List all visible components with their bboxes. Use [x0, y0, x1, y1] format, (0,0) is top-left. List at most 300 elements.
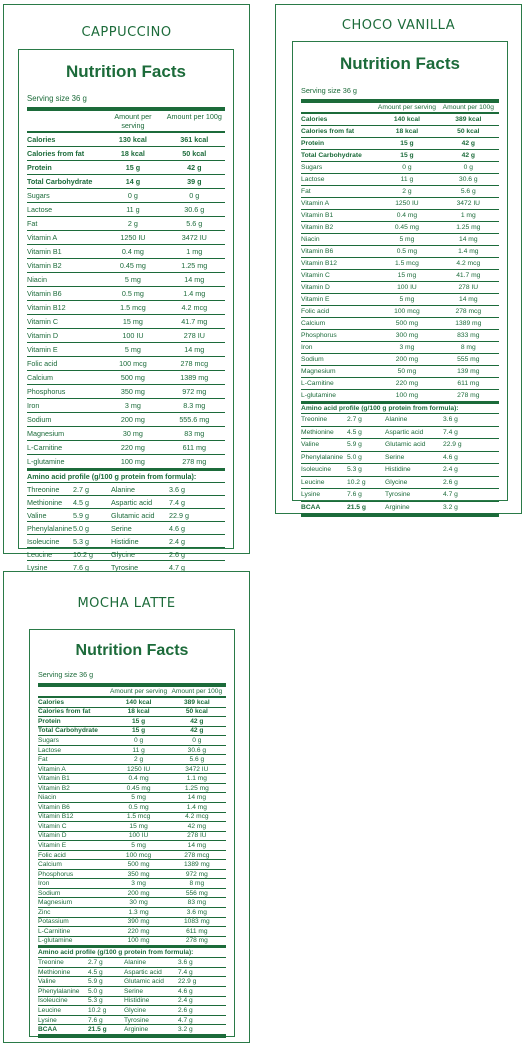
nutrient-row [27, 203, 225, 217]
nutrient-row [301, 210, 499, 222]
amino-acid-value: 21.5 g [88, 1026, 107, 1034]
nutrient-row [301, 162, 499, 174]
nutrient-per-serving: 3 mg [131, 880, 146, 888]
nutrient-label: Vitamin C [27, 317, 59, 326]
amino-acid-row [38, 958, 226, 968]
nutrient-per-100g: 278 mcg [180, 359, 209, 368]
nutrient-label: Protein [27, 163, 52, 172]
header-spacer [27, 112, 102, 130]
nutrient-per-100g: 30.6 g [459, 176, 478, 183]
amino-acid-value: 3.6 g [169, 484, 185, 494]
amino-acid-row [38, 1025, 226, 1035]
amino-acid-row [38, 1006, 226, 1016]
amino-acid-row [38, 977, 226, 987]
amino-acid-title: Amino acid profile (g/100 g protein from formula): [301, 402, 499, 414]
nutrient-per-100g: 42 g [187, 163, 202, 172]
nutrient-per-serving: 220 mg [395, 380, 419, 387]
nutrient-per-100g: 50 kcal [185, 708, 208, 716]
nutrient-row [301, 246, 499, 258]
nutrient-row [301, 354, 499, 366]
nutrient-label: Vitamin D [27, 331, 59, 340]
nutrient-label: Vitamin B2 [38, 784, 70, 792]
nutrient-label: Vitamin B6 [38, 803, 70, 811]
nutrient-per-100g: 611 mg [457, 380, 480, 387]
nutrient-label: Sugars [38, 736, 59, 744]
header-per-100g: Amount per 100g [171, 688, 223, 695]
nutrient-per-serving: 140 kcal [393, 116, 420, 123]
nutrient-label: Calcium [27, 373, 53, 382]
amino-acid-name: Tyrosine [111, 562, 139, 572]
nutrient-row [301, 330, 499, 342]
amino-acid-value: 3.6 g [443, 416, 458, 424]
header-per-100g: Amount per 100g [166, 112, 222, 121]
nutrient-per-100g: 50 kcal [457, 128, 480, 135]
nutrient-per-100g: 1389 mg [184, 861, 210, 869]
nutrient-per-100g: 3472 IU [181, 233, 207, 242]
nutrient-per-100g: 14 mg [184, 345, 205, 354]
nutrient-label: Vitamin B12 [38, 813, 74, 821]
nutrient-per-serving: 2 g [133, 756, 144, 764]
nutrient-per-serving: 100 IU [397, 284, 417, 291]
amino-acid-value: 7.4 g [169, 497, 185, 507]
amino-acid-name: Arginine [124, 1026, 149, 1034]
product-name: CHOCO VANILLA [341, 18, 456, 33]
amino-acid-name: Alanine [385, 416, 408, 424]
amino-acid-name: Lysine [27, 562, 48, 572]
amino-acid-title: Amino acid profile (g/100 g protein from formula): [38, 946, 226, 958]
nutrient-label: Vitamin B2 [27, 261, 62, 270]
amino-acid-value: 2.6 g [169, 549, 185, 559]
nutrient-per-serving: 350 mg [120, 387, 145, 396]
nutrient-row [301, 222, 499, 234]
nutrient-per-serving: 5 mg [124, 275, 141, 284]
nutrient-label: Protein [301, 140, 325, 147]
amino-acid-name: Serine [124, 987, 144, 995]
amino-acid-value: 5.9 g [73, 510, 89, 520]
amino-acid-name: Lysine [301, 491, 321, 499]
amino-acid-row [38, 1016, 226, 1026]
nutrient-label: Vitamin D [38, 832, 67, 840]
nutrient-per-100g: 1083 mg [184, 918, 210, 926]
amino-acid-name: Glutamic acid [111, 510, 155, 520]
amino-acid-value: 5.3 g [88, 997, 103, 1005]
nutrient-per-100g: 1.1 mg [186, 775, 207, 783]
amino-acid-name: Valine [301, 441, 320, 449]
nutrient-label: Iron [27, 401, 40, 410]
amino-acid-value: 5.3 g [347, 466, 362, 474]
amino-acid-value: 5.9 g [88, 978, 103, 986]
nutrient-per-100g: 4.2 mcg [185, 813, 209, 821]
nutrient-per-serving: 15 g [400, 152, 414, 159]
nutrient-label: Potassium [38, 918, 69, 926]
nutrient-per-100g: 5.6 g [189, 756, 205, 764]
nutrient-per-100g: 42 mg [187, 822, 206, 830]
nutrient-row [38, 774, 226, 784]
nutrient-per-serving: 1250 IU [127, 765, 151, 773]
nutrient-per-serving: 11 g [132, 746, 145, 754]
nutrient-label: Sugars [301, 164, 323, 171]
nutrient-label: Fat [27, 219, 38, 228]
amino-acid-name: BCAA [38, 1026, 58, 1034]
nutrient-per-serving: 0 g [127, 191, 138, 200]
nutrient-per-serving: 140 kcal [125, 698, 152, 706]
nutrient-per-serving: 390 mg [127, 918, 150, 926]
amino-acid-value: 2.6 g [443, 478, 458, 486]
nutrient-per-100g: 14 mg [459, 296, 478, 303]
nutrient-row [27, 161, 225, 175]
nutrient-label: Lactose [27, 205, 53, 214]
nutrient-row [38, 879, 226, 889]
nutrient-per-100g: 139 mg [457, 368, 480, 375]
nutrient-per-serving: 11 g [400, 176, 414, 183]
nutrient-row [38, 918, 226, 928]
amino-acid-name: Glycine [111, 549, 135, 559]
nutrient-per-100g: 3472 IU [456, 200, 481, 207]
nutrient-per-100g: 30.6 g [184, 205, 205, 214]
amino-acid-value: 3.6 g [178, 959, 193, 967]
nutrient-per-serving: 0.45 mg [126, 784, 151, 792]
amino-acid-row [301, 477, 499, 490]
amino-acid-row [38, 997, 226, 1007]
nutrient-per-serving: 0.5 mg [121, 289, 144, 298]
nutrient-row [38, 870, 226, 880]
nutrient-label: Vitamin B12 [27, 303, 66, 312]
nutrient-per-serving: 0.4 mg [128, 775, 149, 783]
nutrient-row [27, 371, 225, 385]
amino-acid-name: Valine [27, 510, 47, 520]
amino-acid-value: 22.9 g [443, 441, 462, 449]
amino-acid-value: 2.7 g [88, 959, 103, 967]
nutrient-per-100g: 14 mg [187, 794, 206, 802]
nutrient-per-serving: 15 mg [122, 317, 143, 326]
nutrient-label: L-glutamine [38, 937, 73, 945]
amino-acid-name: Tyrosine [124, 1016, 149, 1024]
amino-acid-row [301, 489, 499, 502]
nutrient-per-100g: 41.7 mg [456, 272, 481, 279]
amino-acid-value: 3.2 g [443, 503, 458, 511]
amino-acid-name: Aspartic acid [124, 968, 162, 976]
nutrient-label: Fat [301, 188, 311, 195]
nutrient-per-100g: 1.25 mg [181, 261, 208, 270]
nutrient-row [27, 147, 225, 161]
amino-acid-name: Tyrosine [385, 491, 411, 499]
amino-acid-value: 4.7 g [443, 491, 458, 499]
nutrient-row [38, 832, 226, 842]
amino-acid-name: Histidine [124, 997, 150, 1005]
amino-acid-name: Leucine [38, 1006, 62, 1014]
nutrient-row [27, 301, 225, 315]
nutrient-row [301, 366, 499, 378]
nutrient-label: Vitamin B6 [27, 289, 62, 298]
amino-acid-name: Lysine [38, 1016, 57, 1024]
amino-acid-name: Isoleucine [38, 997, 68, 1005]
nutrient-row [301, 294, 499, 306]
nutrient-label: Folic acid [38, 851, 66, 859]
product-name: CAPPUCCINO [81, 25, 172, 40]
nutrient-label: Iron [301, 344, 313, 351]
nutrient-per-100g: 278 IU [183, 331, 205, 340]
nutrient-per-100g: 42 g [190, 717, 204, 725]
nutrient-per-serving: 15 g [400, 140, 414, 147]
amino-acid-row [27, 522, 225, 535]
amino-acid-name: Treonine [301, 416, 328, 424]
nutrient-per-serving: 14 g [125, 177, 141, 186]
nutrient-row [38, 784, 226, 794]
nutrient-row [27, 133, 225, 147]
nutrient-label: L-Carnitine [27, 443, 63, 452]
nutrient-per-100g: 5.6 g [460, 188, 476, 195]
amino-acid-name: Threonine [27, 484, 60, 494]
nutrient-per-serving: 0.45 mg [394, 224, 419, 231]
nutrient-per-serving: 0 g [402, 164, 412, 171]
nutrient-per-100g: 1389 mg [180, 373, 209, 382]
nutrient-label: Total Carbohydrate [38, 727, 98, 735]
nutrient-per-100g: 4.2 mcg [181, 303, 208, 312]
nutrient-row [38, 793, 226, 803]
product-card [3, 571, 250, 1043]
nutrient-per-100g: 278 mg [457, 392, 480, 399]
nutrient-row [27, 189, 225, 203]
nutrient-row [301, 378, 499, 390]
nutrient-row [301, 318, 499, 330]
serving-size: Serving size 36 g [38, 670, 94, 679]
amino-acid-value: 5.0 g [88, 987, 103, 995]
nutrient-per-serving: 5 mg [124, 345, 141, 354]
amino-acid-value: 2.6 g [178, 1006, 193, 1014]
nutrient-row [301, 258, 499, 270]
amino-acid-value: 2.4 g [178, 997, 193, 1005]
nutrient-label: Sodium [38, 889, 61, 897]
nutrition-facts-panel [292, 41, 508, 511]
amino-acid-value: 2.4 g [443, 466, 458, 474]
nutrient-row [27, 287, 225, 301]
amino-acid-row [27, 548, 225, 561]
nutrient-label: Vitamin A [301, 200, 330, 207]
nutrient-label: Protein [38, 717, 61, 725]
amino-acid-row [38, 968, 226, 978]
nutrient-per-serving: 300 mg [395, 332, 419, 339]
product-card [275, 4, 522, 514]
nutrient-row [301, 342, 499, 354]
nutrient-per-100g: 833 mg [457, 332, 480, 339]
nutrient-per-serving: 100 mcg [119, 359, 147, 368]
amino-acid-title: Amino acid profile (g/100 g protein from formula): [27, 469, 225, 483]
amino-acid-value: 4.7 g [169, 562, 185, 572]
nutrient-row [27, 441, 225, 455]
nutrient-per-100g: 3.6 mg [186, 908, 207, 916]
nutrient-per-100g: 83 mg [187, 899, 206, 907]
amino-acid-name: Phenylalanine [27, 523, 73, 533]
nutrient-label: Folic acid [301, 308, 330, 315]
nutrient-label: Sodium [27, 415, 52, 424]
nutrient-label: Vitamin E [38, 841, 67, 849]
nutrient-row [38, 755, 226, 765]
amino-acid-value: 5.0 g [347, 453, 362, 461]
amino-acid-name: Glutamic acid [385, 441, 426, 449]
nutrient-label: Calories from fat [38, 708, 91, 716]
nutrient-per-100g: 972 mg [182, 387, 207, 396]
nutrient-row [27, 385, 225, 399]
nutrient-per-serving: 220 mg [127, 927, 150, 935]
bottom-rule [38, 1035, 226, 1038]
nutrient-row [301, 174, 499, 186]
nutrient-row [27, 231, 225, 245]
nutrient-per-100g: 5.6 g [186, 219, 203, 228]
nutrient-per-serving: 15 mg [129, 822, 148, 830]
amino-acid-row [301, 464, 499, 477]
amino-acid-name: Histidine [385, 466, 411, 474]
amino-acid-value: 5.0 g [73, 523, 89, 533]
nutrient-per-serving: 100 mcg [394, 308, 420, 315]
nutrient-row [27, 273, 225, 287]
nutrient-label: Total Carbohydrate [301, 152, 362, 159]
nutrient-label: Niacin [301, 236, 320, 243]
nutrient-label: Vitamin A [27, 233, 58, 242]
nutrient-per-serving: 30 mg [129, 899, 148, 907]
amino-acid-row [301, 502, 499, 515]
nutrient-per-serving: 100 IU [122, 331, 144, 340]
nutrient-row [27, 245, 225, 259]
nutrient-per-100g: 555.6 mg [179, 415, 210, 424]
nutrient-per-serving: 100 mg [120, 457, 145, 466]
nutrient-label: Vitamin B2 [301, 224, 334, 231]
nutrient-per-100g: 361 kcal [180, 135, 209, 144]
nutrient-per-serving: 100 mg [395, 392, 419, 399]
amino-acid-name: Methionine [301, 428, 334, 436]
amino-acid-name: Aspartic acid [385, 428, 424, 436]
nutrient-row [38, 717, 226, 727]
product-name: MOCHA LATTE [77, 596, 176, 611]
nutrient-per-serving: 30 mg [122, 429, 143, 438]
nutrient-per-serving: 18 kcal [120, 149, 145, 158]
nutrient-label: Phosphorus [38, 870, 74, 878]
nutrient-label: Vitamin A [38, 765, 66, 773]
nutrient-row [27, 455, 225, 469]
nutrient-per-serving: 500 mg [120, 373, 145, 382]
nutrient-per-serving: 130 kcal [118, 135, 147, 144]
amino-acid-row [301, 452, 499, 465]
nutrient-label: Vitamin B1 [27, 247, 62, 256]
nutrition-facts-panel [29, 629, 235, 1037]
nutrient-per-serving: 2 g [127, 219, 138, 228]
nutrient-row [301, 270, 499, 282]
amino-acid-name: Methionine [27, 497, 63, 507]
amino-acid-name: Aspartic acid [111, 497, 153, 507]
nutrient-per-100g: 8 mg [460, 344, 476, 351]
nutrient-label: Calories from fat [27, 149, 85, 158]
nutrient-label: Lactose [301, 176, 325, 183]
nutrient-row [27, 399, 225, 413]
amino-acid-row [27, 535, 225, 548]
nutrient-per-serving: 1250 IU [120, 233, 146, 242]
amino-acid-value: 22.9 g [178, 978, 197, 986]
nutrient-label: Magnesium [38, 899, 73, 907]
nutrient-label: L-glutamine [301, 392, 336, 399]
column-header [27, 107, 225, 133]
nutrient-label: Sodium [301, 356, 324, 363]
amino-acid-value: 7.6 g [73, 562, 89, 572]
nutrient-per-100g: 1.4 mg [186, 803, 207, 811]
nutrient-label: Lactose [38, 746, 62, 754]
nutrient-label: Vitamin E [27, 345, 58, 354]
nutrition-facts-panel [18, 49, 234, 572]
nutrient-per-serving: 1250 IU [395, 200, 419, 207]
nutrient-label: Vitamin E [301, 296, 330, 303]
nutrient-label: L-Carnitine [38, 927, 71, 935]
nutrient-label: Folic acid [27, 359, 58, 368]
nutrient-per-serving: 500 mg [127, 861, 150, 869]
nutrient-per-100g: 42 g [461, 140, 475, 147]
product-card [3, 4, 250, 572]
serving-size: Serving size 36 g [27, 94, 87, 103]
amino-acid-name: Alanine [124, 959, 146, 967]
nutrient-per-serving: 18 kcal [395, 128, 419, 135]
nutrient-per-100g: 14 mg [187, 841, 206, 849]
amino-acid-name: Methionine [38, 968, 71, 976]
nutrient-row [38, 746, 226, 756]
header-spacer [38, 688, 109, 695]
nutrient-row [38, 803, 226, 813]
nutrient-per-100g: 278 IU [458, 284, 479, 291]
nutrient-label: Fat [38, 756, 48, 764]
nutrient-row [38, 889, 226, 899]
amino-acid-value: 4.6 g [443, 453, 458, 461]
amino-acid-value: 3.2 g [178, 1026, 193, 1034]
header-per-serving: Amount per serving [114, 112, 152, 130]
nutrient-label: Vitamin D [301, 284, 330, 291]
nutrient-row [27, 357, 225, 371]
amino-acid-value: 4.5 g [73, 497, 89, 507]
nutrient-row [301, 126, 499, 138]
nutrient-per-serving: 18 kcal [127, 708, 150, 716]
nutrient-per-100g: 278 mg [185, 937, 208, 945]
nutrient-row [27, 259, 225, 273]
amino-acid-row [27, 496, 225, 509]
nutrient-row [301, 390, 499, 402]
nutrient-row [38, 851, 226, 861]
amino-acid-name: Arginine [385, 503, 410, 511]
nutrient-label: Vitamin B12 [301, 260, 337, 267]
nutrient-per-serving: 15 g [125, 163, 141, 172]
nutrient-per-serving: 0.5 mg [128, 803, 149, 811]
nutrient-row [38, 765, 226, 775]
amino-acid-value: 10.2 g [347, 478, 366, 486]
amino-acid-value: 10.2 g [88, 1006, 107, 1014]
nutrient-row [38, 727, 226, 737]
nutrient-per-100g: 972 mg [185, 870, 208, 878]
nutrient-label: Vitamin B1 [38, 775, 70, 783]
nutrient-per-serving: 200 mg [395, 356, 419, 363]
amino-acid-value: 5.3 g [73, 536, 89, 546]
amino-acid-name: Valine [38, 978, 56, 986]
amino-acid-value: 22.9 g [169, 510, 189, 520]
nutrient-row [27, 315, 225, 329]
nutrient-per-serving: 0 g [133, 736, 144, 744]
nutrient-label: Niacin [27, 275, 47, 284]
amino-acid-row [27, 483, 225, 496]
amino-acid-name: Leucine [27, 549, 53, 559]
amino-acid-row [27, 509, 225, 522]
header-per-serving: Amount per serving [109, 688, 168, 695]
nutrient-per-100g: 1.4 mg [458, 248, 479, 255]
nutrient-per-100g: 278 IU [187, 832, 207, 840]
header-per-serving: Amount per serving [377, 104, 436, 111]
nutrient-per-serving: 0.45 mg [119, 261, 146, 270]
nutrient-per-serving: 100 IU [128, 832, 149, 840]
nutrient-label: Niacin [38, 794, 57, 802]
amino-acid-name: Histidine [111, 536, 139, 546]
nutrient-per-serving: 5 mg [399, 296, 415, 303]
